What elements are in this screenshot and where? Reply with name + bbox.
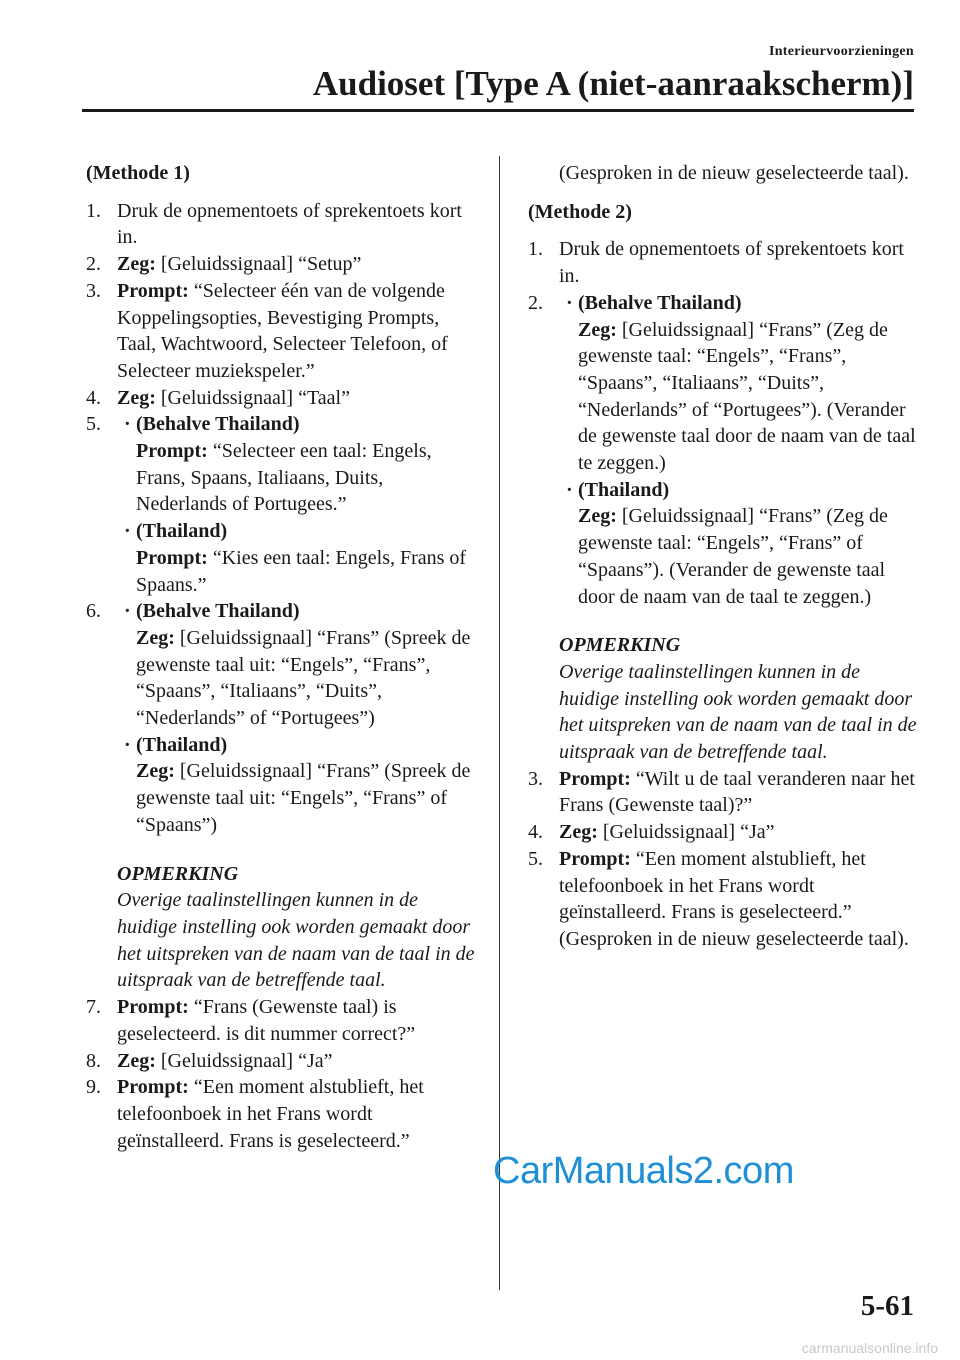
- step-text: [Geluidssignaal] “Ja”: [597, 821, 775, 844]
- method-2-heading: (Methode 2): [528, 200, 632, 223]
- step-number: 3.: [528, 767, 543, 790]
- step-4: [528, 819, 920, 846]
- step-number: 7.: [86, 996, 101, 1019]
- bullet-icon: ·: [124, 600, 131, 623]
- step-label: Prompt:: [136, 546, 208, 569]
- header-rule: [82, 109, 914, 112]
- step-5: [86, 411, 478, 598]
- step-number: 6.: [86, 600, 101, 623]
- step-3: [528, 766, 920, 819]
- step-number: 4.: [86, 386, 101, 409]
- note-block: [528, 632, 920, 766]
- note-block: [86, 861, 478, 995]
- note-text: Overige taalinstellingen kunnen in de huidige instelling ook worden gemaakt door het uitspreken van de naam van de taal in de uitspraak van de betreffende taal.: [559, 660, 917, 764]
- step-text: [Geluidssignaal] “Frans” (Spreek de gewenste taal uit: “Engels”, “Frans” of “Spaans”): [136, 760, 471, 836]
- step-label: Zeg:: [559, 821, 598, 844]
- bullet-heading: (Thailand): [136, 733, 228, 756]
- step-1: [86, 198, 478, 251]
- bullet-icon: ·: [566, 291, 573, 314]
- step-8: [86, 1048, 478, 1075]
- step-label: Prompt:: [559, 847, 631, 870]
- footer-watermark: carmanualsonline.info: [801, 1340, 938, 1356]
- bullet-icon: ·: [566, 478, 573, 501]
- bullet-heading: (Thailand): [136, 520, 228, 543]
- step-number: 5.: [86, 413, 101, 436]
- step-number: 1.: [86, 199, 101, 222]
- step-label: Zeg:: [578, 505, 617, 528]
- step-label: Prompt:: [136, 440, 208, 463]
- step-4: [86, 385, 478, 412]
- bullet-heading: (Behalve Thailand): [136, 413, 300, 436]
- step-text: “Frans (Gewenste taal) is geselecteerd. is dit nummer correct?”: [117, 996, 416, 1045]
- step-number: 3.: [86, 279, 101, 302]
- step-label: Zeg:: [117, 253, 156, 276]
- step-text: “Selecteer één van de volgende Koppelingsopties, Bevestiging Prompts, Taal, Wachtwoord, Selecteer Telefoon, of Selecteer muziekspeler.”: [117, 279, 448, 382]
- column-divider: [499, 156, 500, 1290]
- step-text: “Selecteer een taal: Engels, Frans, Spaans, Italiaans, Duits, Nederlands of Portugees.”: [136, 440, 432, 516]
- step-label: Prompt:: [117, 1076, 189, 1099]
- bullet-heading: (Thailand): [578, 478, 670, 501]
- step-5: [528, 846, 920, 953]
- step-2: [528, 290, 920, 610]
- right-column: [528, 160, 920, 953]
- step-text: [Geluidssignaal] “Frans” (Spreek de gewenste taal uit: “Engels”, “Frans”, “Spaans”, “Italiaans”, “Duits”, “Nederlands” of “Portugees”): [136, 626, 471, 730]
- bullet-item: [528, 290, 920, 477]
- note-heading: OPMERKING: [559, 634, 681, 657]
- step-3: [86, 278, 478, 385]
- note-heading: OPMERKING: [117, 862, 239, 885]
- step-label: Zeg:: [117, 1049, 156, 1072]
- step-number: 1.: [528, 238, 543, 261]
- step-number: 4.: [528, 821, 543, 844]
- step-number: 5.: [528, 847, 543, 870]
- page-number: 5-61: [860, 1290, 914, 1322]
- bullet-item: [86, 732, 478, 839]
- bullet-heading: (Behalve Thailand): [578, 291, 742, 314]
- bullet-heading: (Behalve Thailand): [136, 600, 300, 623]
- bullet-icon: ·: [124, 413, 131, 436]
- step-text: Druk de opnementoets of sprekentoets kort in.: [559, 238, 904, 288]
- step-text: “Een moment alstublieft, het telefoonboek in het Frans wordt geïnstalleerd. Frans is geselecteerd.”: [117, 1076, 424, 1152]
- step-text: [Geluidssignaal] “Frans” (Zeg de gewenste taal: “Engels”, “Frans” of “Spaans”). (Verander de gewenste taal door de naam van de taal te zeggen.): [578, 505, 888, 608]
- step-9: [86, 1074, 478, 1154]
- step-label: Prompt:: [117, 996, 189, 1019]
- carmanuals-watermark: CarManuals2.com: [493, 1150, 794, 1192]
- step-number: 2.: [528, 291, 543, 314]
- step-label: Prompt:: [117, 279, 189, 302]
- step-number: 8.: [86, 1049, 101, 1072]
- bullet-item: [86, 518, 478, 598]
- step-2: [86, 251, 478, 278]
- bullet-item: [86, 411, 478, 518]
- step-text: [Geluidssignaal] “Setup”: [155, 253, 362, 276]
- step-label: Zeg:: [117, 386, 156, 409]
- step-text: [Geluidssignaal] “Ja”: [155, 1049, 333, 1072]
- step-text: “Wilt u de taal veranderen naar het Frans (Gewenste taal)?”: [559, 767, 915, 817]
- step-label: Zeg:: [136, 626, 175, 649]
- section-label: Interieurvoorzieningen: [768, 44, 914, 59]
- step-number: 2.: [86, 253, 101, 276]
- step-text: [Geluidssignaal] “Frans” (Zeg de gewenste taal: “Engels”, “Frans”, “Spaans”, “Italiaans”, “Duits”, “Nederlands” of “Portugees”). (Verander de gewenste taal door de naam van de taal te zeggen.): [578, 318, 916, 475]
- step-text: Druk de opnementoets of sprekentoets kort in.: [117, 199, 462, 249]
- left-column: [86, 160, 478, 1154]
- step-7: [86, 994, 478, 1047]
- bullet-item: [528, 477, 920, 611]
- note-text: Overige taalinstellingen kunnen in de huidige instelling ook worden gemaakt door het uitspreken van de naam van de taal in de uitspraak van de betreffende taal.: [117, 889, 475, 992]
- step-label: Prompt:: [559, 767, 631, 790]
- step-6: [86, 598, 478, 838]
- page-title: Audioset [Type A (niet-aanraakscherm)]: [312, 64, 914, 103]
- step-number: 9.: [86, 1076, 101, 1099]
- method-1-heading: (Methode 1): [86, 162, 190, 184]
- step-label: Zeg:: [136, 760, 175, 783]
- continued-text: (Gesproken in de nieuw geselecteerde taal).: [559, 162, 909, 184]
- step-text: “Een moment alstublieft, het telefoonboek in het Frans wordt geïnstalleerd. Frans is geselecteerd.” (Gesproken in de nieuw geselecteerde taal).: [559, 847, 909, 950]
- step-text: “Kies een taal: Engels, Frans of Spaans.”: [136, 546, 467, 596]
- step-label: Zeg:: [578, 318, 617, 341]
- bullet-item: [86, 598, 478, 732]
- step-1: [528, 236, 920, 289]
- bullet-icon: ·: [124, 520, 131, 543]
- bullet-icon: ·: [124, 733, 131, 756]
- step-text: [Geluidssignaal] “Taal”: [155, 386, 350, 409]
